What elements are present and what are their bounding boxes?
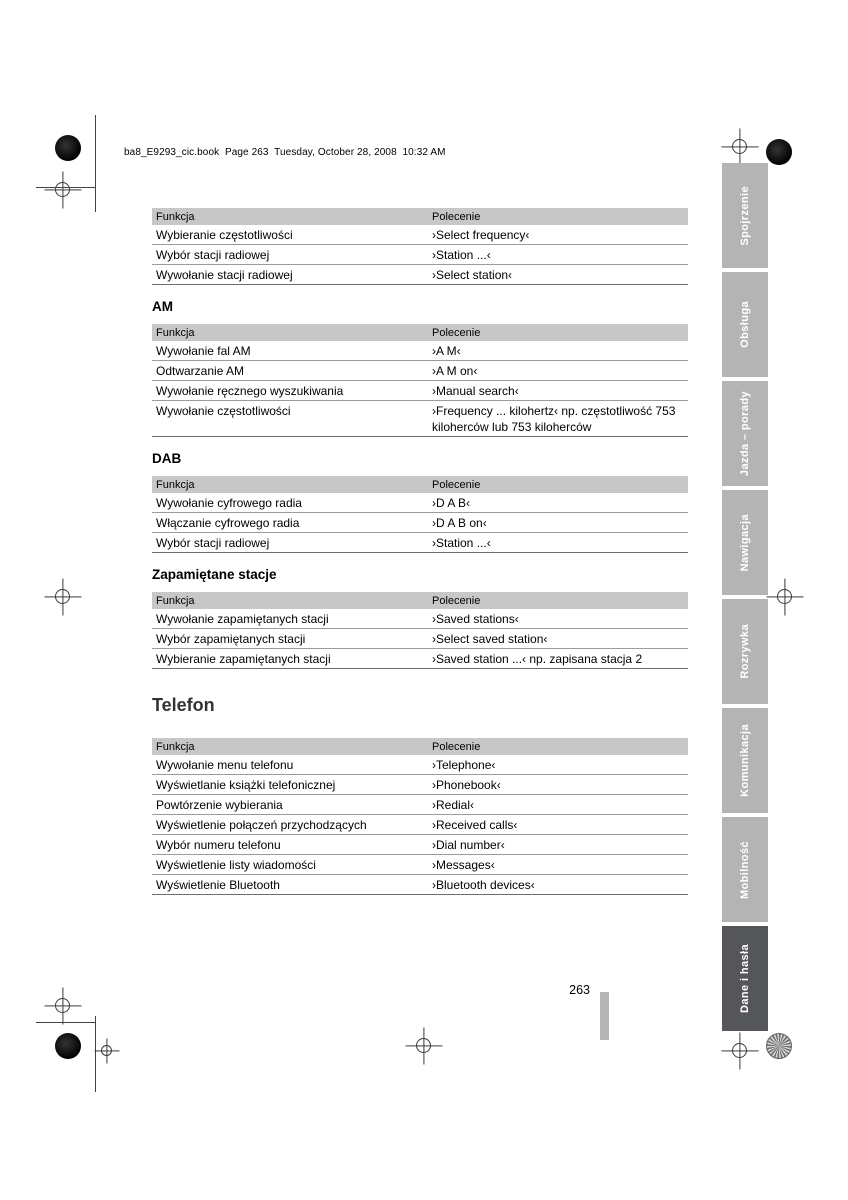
registration-crosshair	[101, 1045, 112, 1056]
tab-nawigacja	[722, 490, 768, 595]
cell-function: Wywołanie częstotliwości	[156, 404, 291, 418]
cell-command: ›Saved stations‹	[432, 612, 519, 626]
table-row	[152, 795, 688, 815]
column-header-polecenie: Polecenie	[432, 478, 481, 491]
table-row	[152, 381, 688, 401]
table-row	[152, 755, 688, 775]
cell-function: Wywołanie stacji radiowej	[156, 268, 293, 282]
cell-function: Wyświetlenie listy wiadomości	[156, 858, 316, 872]
crop-line	[36, 187, 95, 188]
print-header: ba8_E9293_cic.book Page 263 Tuesday, October 28, 2008 10:32 AM	[124, 147, 446, 158]
tab-label: Mobilność	[739, 840, 751, 899]
column-header-funkcja: Funkcja	[156, 594, 195, 607]
cell-command: ›Select saved station‹	[432, 632, 548, 646]
table-row	[152, 533, 688, 552]
tab-rozrywka	[722, 599, 768, 704]
table-row	[152, 401, 688, 436]
command-table	[152, 208, 688, 285]
command-table	[152, 324, 688, 437]
cell-command: ›Dial number‹	[432, 838, 505, 852]
table-row	[152, 629, 688, 649]
tab-spojrzenie	[722, 163, 768, 268]
command-table	[152, 738, 688, 895]
section-am	[152, 299, 688, 437]
cell-function: Wybór stacji radiowej	[156, 536, 270, 550]
cell-command: ›A M‹	[432, 344, 461, 358]
cell-command: ›A M on‹	[432, 364, 478, 378]
column-header-funkcja: Funkcja	[156, 326, 195, 339]
chapter-heading: Telefon	[152, 695, 215, 715]
cell-command: ›D A B‹	[432, 496, 471, 510]
section-heading: DAB	[152, 451, 182, 466]
table-row	[152, 775, 688, 795]
table-row	[152, 361, 688, 381]
column-header-funkcja: Funkcja	[156, 740, 195, 753]
cell-command: ›Messages‹	[432, 858, 495, 872]
column-header-polecenie: Polecenie	[432, 210, 481, 223]
crop-line	[36, 1022, 95, 1023]
registration-crosshair	[732, 139, 747, 154]
section-saved-stations	[152, 567, 688, 669]
cell-function: Włączanie cyfrowego radia	[156, 516, 300, 530]
tab-label: Obsługa	[739, 301, 751, 348]
column-header-polecenie: Polecenie	[432, 594, 481, 607]
column-header-funkcja: Funkcja	[156, 210, 195, 223]
print-dot-top-left	[55, 135, 81, 161]
registration-crosshair	[55, 182, 70, 197]
page-number: 263	[569, 983, 590, 997]
cell-command: ›Telephone‹	[432, 758, 496, 772]
column-header-polecenie: Polecenie	[432, 740, 481, 753]
column-header-funkcja: Funkcja	[156, 478, 195, 491]
table-row	[152, 225, 688, 245]
registration-crosshair	[55, 998, 70, 1013]
tab-komunikacja	[722, 708, 768, 813]
cell-command: ›Redial‹	[432, 798, 475, 812]
cell-function: Wyświetlenie Bluetooth	[156, 878, 280, 892]
table-row	[152, 265, 688, 284]
table-row	[152, 513, 688, 533]
table-row	[152, 245, 688, 265]
section-heading: AM	[152, 299, 173, 314]
cell-function: Odtwarzanie AM	[156, 364, 245, 378]
tab-obsluga	[722, 272, 768, 377]
cell-function: Wybór stacji radiowej	[156, 248, 270, 262]
tab-label: Jazda – porady	[739, 390, 751, 477]
print-dot-bottom-left	[55, 1033, 81, 1059]
table-row	[152, 835, 688, 855]
section-dab	[152, 451, 688, 553]
cell-function: Wybieranie częstotliwości	[156, 228, 293, 242]
tab-jazda-porady	[722, 381, 768, 486]
section-radio-continued	[152, 208, 688, 285]
page-edge-marker	[600, 992, 609, 1040]
tab-label: Rozrywka	[739, 624, 751, 679]
section-telephone	[152, 695, 688, 895]
section-heading: Zapamiętane stacje	[152, 567, 277, 582]
cell-command: ›Frequency ... kilohertz‹ np. częstotliwość 753 kiloherców lub 753 kiloherców	[432, 404, 676, 434]
cell-command: ›Received calls‹	[432, 818, 518, 832]
command-table	[152, 592, 688, 669]
table-header-row	[152, 592, 688, 609]
table-header-row	[152, 324, 688, 341]
table-row	[152, 815, 688, 835]
cell-function: Wywołanie menu telefonu	[156, 758, 294, 772]
cell-function: Wyświetlanie książki telefonicznej	[156, 778, 336, 792]
cell-command: ›Select station‹	[432, 268, 513, 282]
tab-label: Nawigacja	[739, 513, 751, 572]
cell-function: Wywołanie ręcznego wyszukiwania	[156, 384, 344, 398]
cell-command: ›Phonebook‹	[432, 778, 501, 792]
cell-command: ›Saved station ...‹ np. zapisana stacja 2	[432, 652, 643, 666]
table-row	[152, 609, 688, 629]
registration-crosshair	[416, 1038, 431, 1053]
cell-function: Wybieranie zapamiętanych stacji	[156, 652, 331, 666]
command-table	[152, 476, 688, 553]
column-header-polecenie: Polecenie	[432, 326, 481, 339]
cell-function: Wywołanie cyfrowego radia	[156, 496, 302, 510]
registration-crosshair	[732, 1043, 747, 1058]
cell-command: ›Select frequency‹	[432, 228, 530, 242]
cell-function: Powtórzenie wybierania	[156, 798, 283, 812]
cell-function: Wywołanie zapamiętanych stacji	[156, 612, 329, 626]
tab-label: Komunikacja	[739, 724, 751, 797]
cell-command: ›Manual search‹	[432, 384, 519, 398]
crop-line	[95, 1016, 96, 1092]
content-area	[152, 208, 688, 895]
cell-command: ›Station ...‹	[432, 536, 491, 550]
crop-line	[95, 115, 96, 212]
tab-dane-i-hasla	[722, 926, 768, 1031]
cell-command: ›D A B on‹	[432, 516, 487, 530]
registration-crosshair	[55, 589, 70, 604]
table-header-row	[152, 208, 688, 225]
table-row	[152, 493, 688, 513]
tab-label: Spojrzenie	[739, 185, 751, 246]
tab-label: Dane i hasła	[739, 944, 751, 1013]
table-row	[152, 649, 688, 668]
registration-crosshair	[777, 589, 792, 604]
cell-command: ›Bluetooth devices‹	[432, 878, 535, 892]
cell-function: Wybór zapamiętanych stacji	[156, 632, 306, 646]
table-row	[152, 341, 688, 361]
print-dot-bottom-right	[766, 1033, 792, 1059]
table-row	[152, 855, 688, 875]
cell-function: Wywołanie fal AM	[156, 344, 251, 358]
table-header-row	[152, 476, 688, 493]
table-header-row	[152, 738, 688, 755]
cell-function: Wybór numeru telefonu	[156, 838, 281, 852]
cell-function: Wyświetlenie połączeń przychodzących	[156, 818, 367, 832]
print-dot-top-right	[766, 139, 792, 165]
cell-command: ›Station ...‹	[432, 248, 491, 262]
tab-mobilnosc	[722, 817, 768, 922]
table-row	[152, 875, 688, 894]
